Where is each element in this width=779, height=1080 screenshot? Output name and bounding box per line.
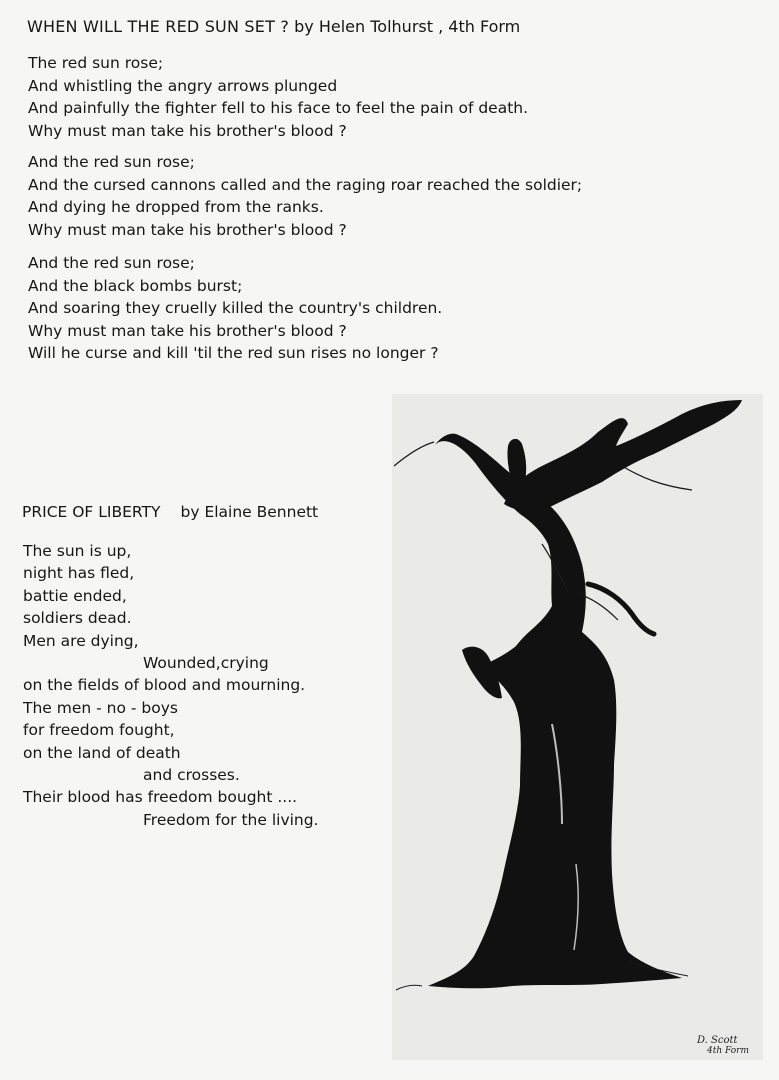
poem-line: Will he curse and kill 'til the red sun rises no longer ?: [28, 344, 439, 362]
poem-line: The sun is up,: [23, 542, 132, 560]
poem-line: And the cursed cannons called and the raging roar reached the soldier;: [28, 175, 583, 194]
poem-line: The red sun rose;: [28, 54, 164, 72]
second-poem-body: [23, 540, 319, 831]
tree-trunk: [428, 434, 682, 989]
poem-line: for freedom fought,: [23, 721, 175, 740]
stanza-3: [28, 252, 442, 365]
tree-branch: [504, 400, 742, 511]
ink-line: [396, 985, 422, 990]
second-poem-title-text: PRICE OF LIBERTY: [22, 503, 161, 521]
poem-line: Their blood has freedom bought ....: [23, 788, 298, 807]
poem-line: And whistling the angry arrows plunged: [28, 76, 338, 95]
tree-drawing-svg: [392, 394, 763, 1060]
second-poem-byline: by Elaine Bennett: [180, 503, 319, 521]
poem-line: And the red sun rose;: [28, 254, 195, 272]
poem-line: Why must man take his brother's blood ?: [28, 321, 347, 340]
tree-branch: [588, 584, 654, 634]
poem-line: soldiers dead.: [23, 609, 132, 628]
poem-title: [27, 17, 520, 36]
poem-line: Men are dying,: [23, 631, 139, 650]
signature-form: 4th Form: [706, 1046, 749, 1056]
poem-line: and crosses.: [143, 766, 240, 785]
poem-line: night has fled,: [23, 564, 135, 583]
tree-ink-drawing: [392, 394, 763, 1060]
poem-line: Freedom for the living.: [143, 810, 319, 829]
poem-byline: by Helen Tolhurst , 4th Form: [294, 17, 521, 36]
poem-line: The men - no - boys: [23, 698, 178, 717]
poem-line: And the black bombs burst;: [28, 276, 243, 295]
poem-line: on the land of death: [23, 743, 181, 762]
poem-line: battie ended,: [23, 586, 127, 605]
signature-name: D. Scott: [696, 1035, 738, 1046]
ink-line: [622, 466, 692, 490]
poem-title-text: WHEN WILL THE RED SUN SET ?: [27, 17, 290, 36]
poem-line: on the fields of blood and mourning.: [23, 676, 306, 695]
poem-line: And dying he dropped from the ranks.: [28, 198, 324, 216]
poem-line: And painfully the fighter fell to his face to feel the pain of death.: [28, 99, 529, 117]
stanza-2: [28, 151, 582, 241]
poem-line: And the red sun rose;: [28, 153, 195, 171]
ink-line: [394, 442, 434, 466]
poem-line: Why must man take his brother's blood ?: [28, 220, 347, 239]
artist-signature: [697, 1036, 749, 1056]
second-poem-title: [22, 503, 318, 521]
poem-line: Why must man take his brother's blood ?: [28, 121, 347, 140]
poem-line: And soaring they cruelly killed the country's children.: [28, 299, 443, 317]
stanza-1: [28, 52, 528, 142]
poem-line: Wounded,crying: [143, 654, 269, 673]
